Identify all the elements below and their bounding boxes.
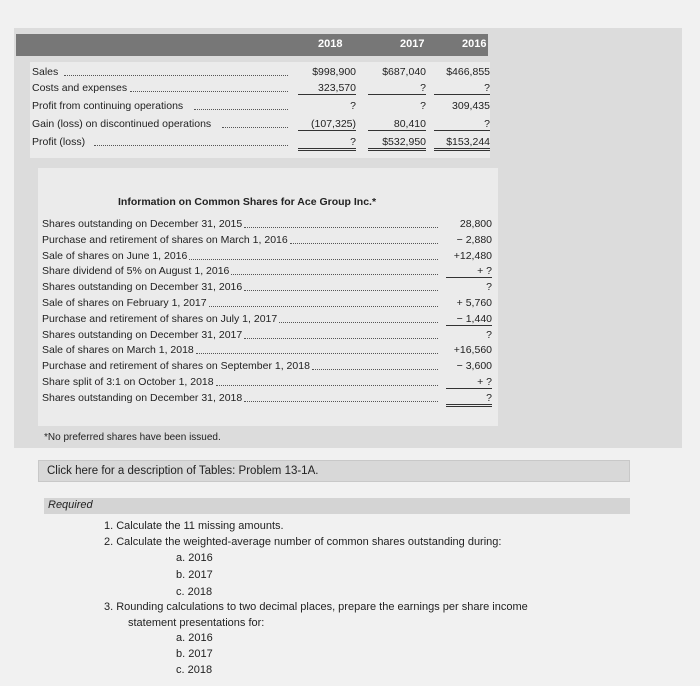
leader-dots <box>222 120 288 128</box>
cell: $153,244 <box>434 136 490 151</box>
leader-dots <box>189 252 438 260</box>
income-table <box>30 62 490 158</box>
requirement-3c: c. 2018 <box>176 664 213 676</box>
row-label: Profit (loss) <box>32 136 86 148</box>
shares-row-value: − 3,600 <box>456 360 492 373</box>
cell: $466,855 <box>446 66 490 78</box>
leader-dots <box>130 84 288 92</box>
cell: ? <box>298 136 356 151</box>
cell: ? <box>434 82 490 95</box>
shares-row-value: − 2,880 <box>456 233 492 246</box>
year-2017: 2017 <box>400 38 425 50</box>
shares-row-value: ? <box>446 392 492 407</box>
requirement-2: 2. Calculate the weighted-average number of common shares outstanding during: <box>104 536 502 548</box>
leader-dots <box>196 346 438 354</box>
requirement-1: 1. Calculate the 11 missing amounts. <box>104 520 284 532</box>
leader-dots <box>64 68 288 76</box>
cell: (107,325) <box>298 118 356 131</box>
cell: ? <box>420 100 426 112</box>
row-label: Gain (loss) on discontinued operations <box>32 118 212 130</box>
required-header <box>44 498 630 514</box>
footnote: *No preferred shares have been issued. <box>44 432 221 443</box>
row-label: Costs and expenses <box>32 82 128 94</box>
cell: 323,570 <box>298 82 356 95</box>
requirement-3: 3. Rounding calculations to two decimal places, prepare the earnings per share income <box>104 601 528 613</box>
shares-row-value: + ? <box>446 376 492 389</box>
leader-dots <box>194 102 288 110</box>
cell: 309,435 <box>452 100 490 112</box>
year-2016: 2016 <box>462 38 487 50</box>
shares-row-label: Purchase and retirement of shares on July 1, 2017 <box>42 312 278 325</box>
leader-dots <box>244 283 438 291</box>
shares-row-value: +12,480 <box>453 249 492 262</box>
shares-row-label: Share split of 3:1 on October 1, 2018 <box>42 376 214 388</box>
cell: 80,410 <box>368 118 426 131</box>
cell: ? <box>434 118 490 131</box>
shares-row-label: Sale of shares on February 1, 2017 <box>42 297 207 309</box>
shares-row-value: 28,800 <box>459 218 492 230</box>
cell: ? <box>350 100 356 112</box>
table-description-text[interactable]: Click here for a description of Tables: Problem 13-1A. <box>47 465 319 477</box>
cell: $687,040 <box>382 66 426 78</box>
table-description-link[interactable] <box>38 460 630 482</box>
shares-row-label: Shares outstanding on December 31, 2017 <box>42 328 243 341</box>
shares-table <box>38 168 498 426</box>
shares-row-value: ? <box>486 328 492 341</box>
shares-row-value: ? <box>486 281 492 294</box>
shares-row-label: Sale of shares on March 1, 2018 <box>42 344 194 357</box>
shares-row-label: Sale of shares on June 1, 2016 <box>42 249 188 262</box>
shares-row-label: Purchase and retirement of shares on September 1, 2018 <box>42 360 310 373</box>
shares-row-label: Share dividend of 5% on August 1, 2016 <box>42 265 230 278</box>
shares-row-label: Shares outstanding on December 31, 2016 <box>42 281 243 294</box>
leader-dots <box>279 315 438 323</box>
shares-row-label: Shares outstanding on December 31, 2015 <box>42 218 243 230</box>
shares-row-value: + ? <box>446 265 492 278</box>
requirement-3b: b. 2017 <box>176 648 213 660</box>
leader-dots <box>209 299 438 307</box>
requirement-2b: b. 2017 <box>176 569 213 581</box>
shares-row-value: + 5,760 <box>456 297 492 309</box>
required-label: Required <box>48 499 93 511</box>
year-2018: 2018 <box>318 38 343 50</box>
shares-row-label: Purchase and retirement of shares on March 1, 2016 <box>42 233 288 246</box>
cell: $998,900 <box>312 66 356 78</box>
leader-dots <box>231 267 438 275</box>
table1-header <box>16 34 488 56</box>
row-label: Sales <box>32 66 59 78</box>
row-label: Profit from continuing operations <box>32 100 184 112</box>
requirement-3a: a. 2016 <box>176 632 213 644</box>
leader-dots <box>216 378 438 386</box>
leader-dots <box>290 236 438 244</box>
cell: ? <box>368 82 426 95</box>
requirement-2c: c. 2018 <box>176 586 213 598</box>
shares-row-value: − 1,440 <box>446 313 492 326</box>
leader-dots <box>312 362 438 370</box>
leader-dots <box>244 394 438 402</box>
shares-table-title: Information on Common Shares for Ace Group Inc.* <box>118 196 377 208</box>
shares-row-label: Shares outstanding on December 31, 2018 <box>42 391 243 404</box>
leader-dots <box>244 220 438 228</box>
shares-row-value: +16,560 <box>453 344 492 357</box>
requirement-3-cont: statement presentations for: <box>128 617 265 629</box>
cell: $532,950 <box>368 136 426 151</box>
leader-dots <box>94 138 288 146</box>
leader-dots <box>244 331 438 339</box>
requirement-2a: a. 2016 <box>176 552 213 564</box>
